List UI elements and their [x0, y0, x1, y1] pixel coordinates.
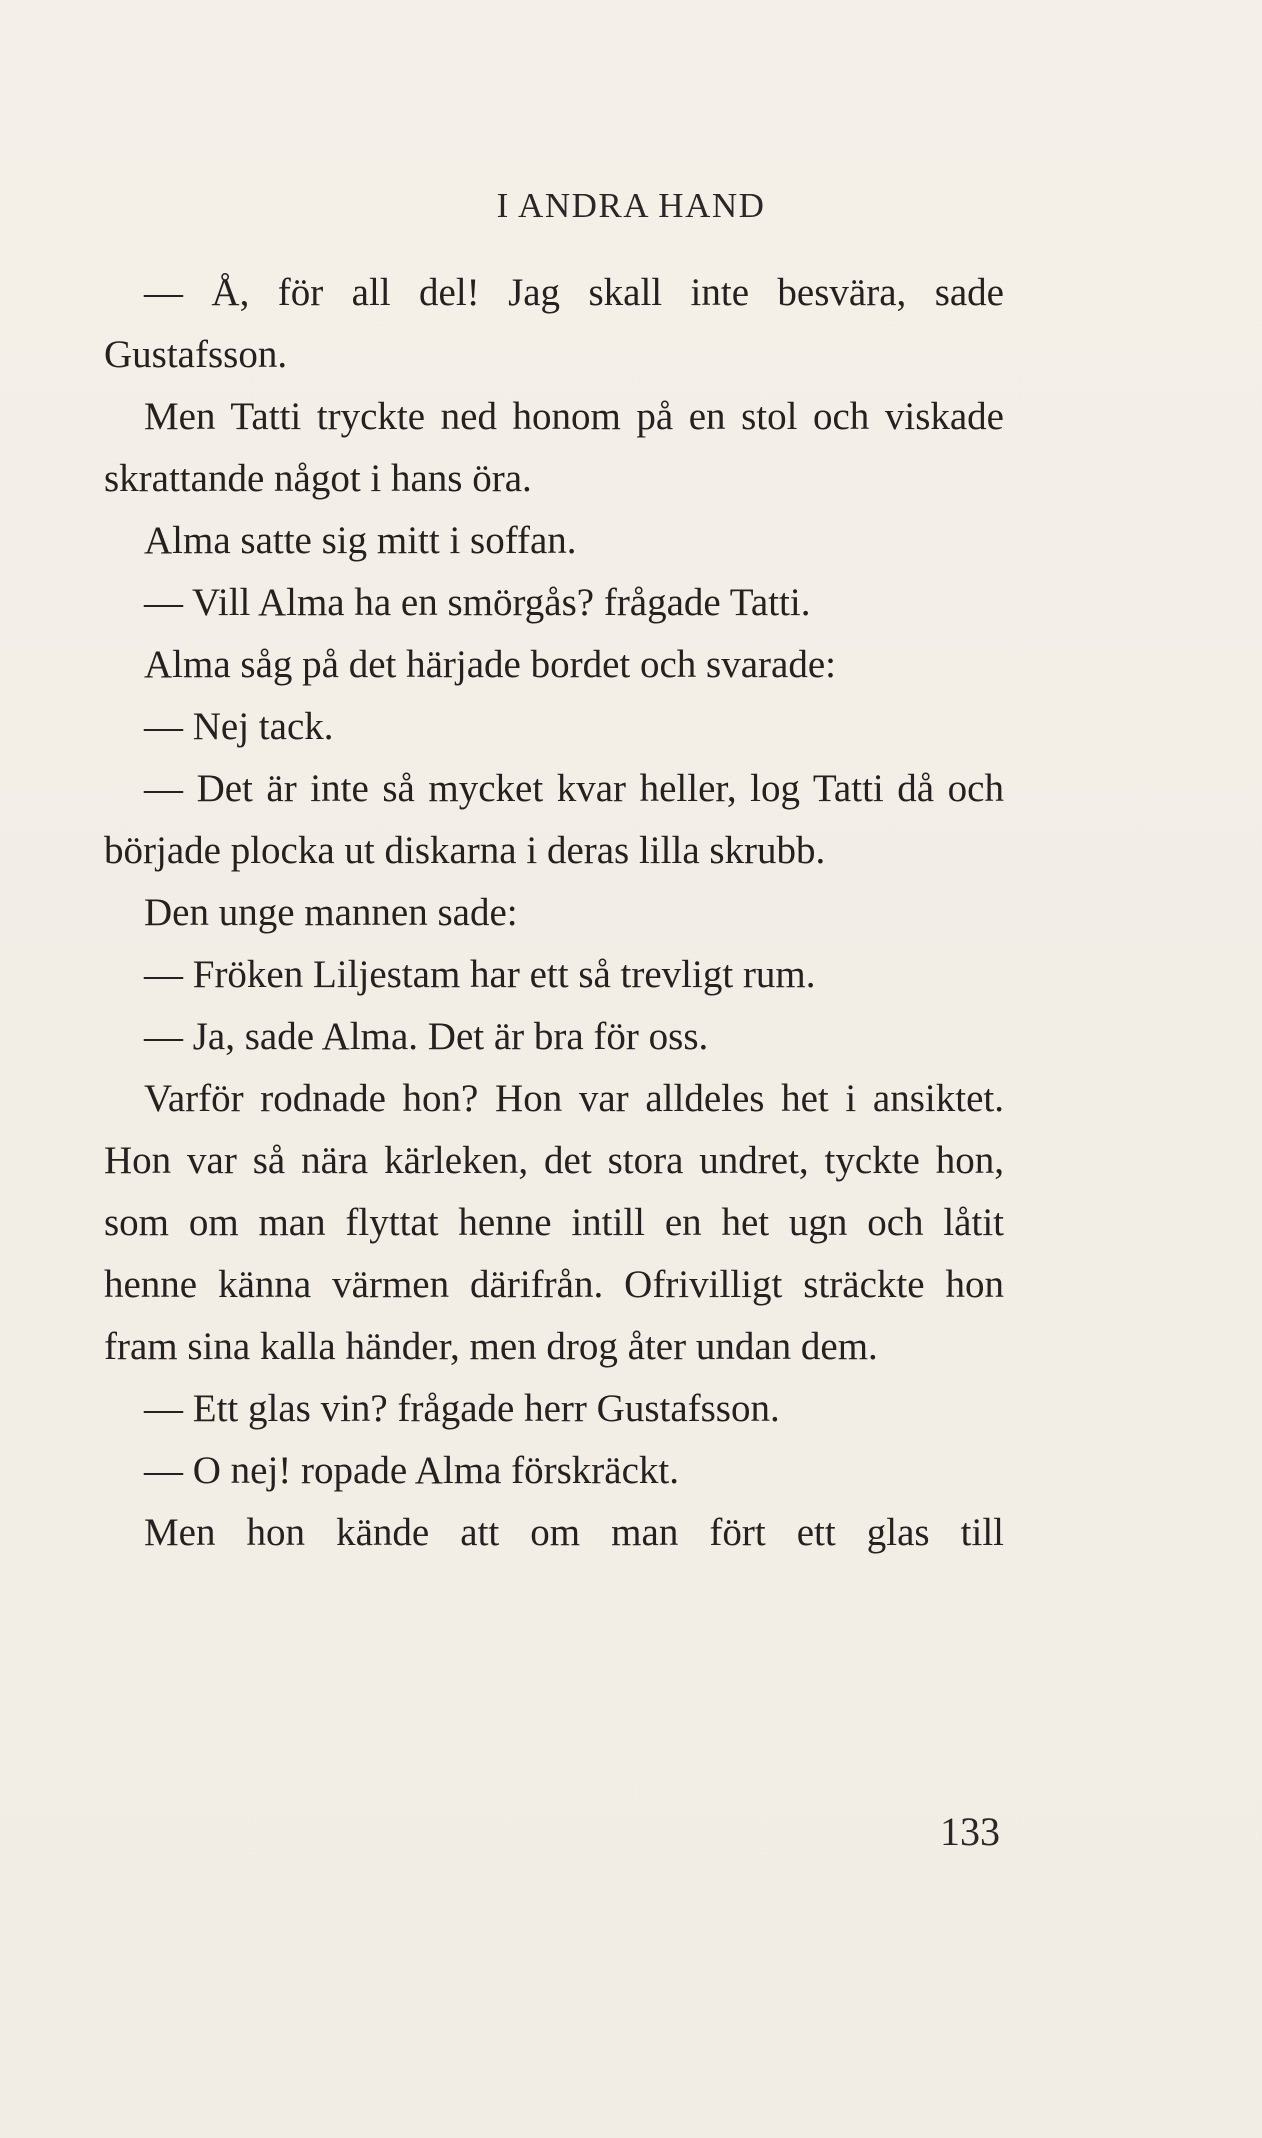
body-text: [104, 262, 1004, 1564]
paragraph: — Å, för all del! Jag skall inte besvära, sade Gustafsson.: [104, 271, 1004, 376]
paragraph: Alma satte sig mitt i soffan.: [144, 519, 577, 562]
paragraph: — Fröken Liljestam har ett så trevligt rum.: [144, 953, 816, 996]
paragraph: — O nej! ropade Alma förskräckt.: [144, 1449, 679, 1492]
paragraph: — Det är inte så mycket kvar heller, log Tatti då och började plocka ut diskarna i deras lilla skrubb.: [104, 767, 1004, 872]
paragraph: — Vill Alma ha en smörgås? frågade Tatti.: [144, 581, 811, 624]
paragraph: Alma såg på det härjade bordet och svarade:: [144, 643, 836, 686]
paragraph: — Ett glas vin? frågade herr Gustafsson.: [144, 1387, 780, 1430]
paragraph: Den unge mannen sade:: [144, 891, 518, 934]
paragraph: Men Tatti tryckte ned honom på en stol och viskade skrattande något i hans öra.: [104, 395, 1004, 500]
paragraph: Varför rodnade hon? Hon var alldeles het i ansiktet. Hon var så nära kärleken, det stora undret, tyckte hon, som om man flyttat henne intill en het ugn och låtit henne känna värmen därifrån. Ofrivilligt sträckte hon fram sina kalla händer, men drog åter undan dem.: [104, 1077, 1004, 1368]
running-header: I ANDRA HAND: [496, 186, 766, 225]
paragraph: Men hon kände att om man fört ett glas till: [144, 1511, 1004, 1554]
page-number: 133: [940, 1809, 1000, 1854]
paragraph: — Nej tack.: [144, 705, 334, 748]
paragraph: — Ja, sade Alma. Det är bra för oss.: [144, 1015, 709, 1058]
